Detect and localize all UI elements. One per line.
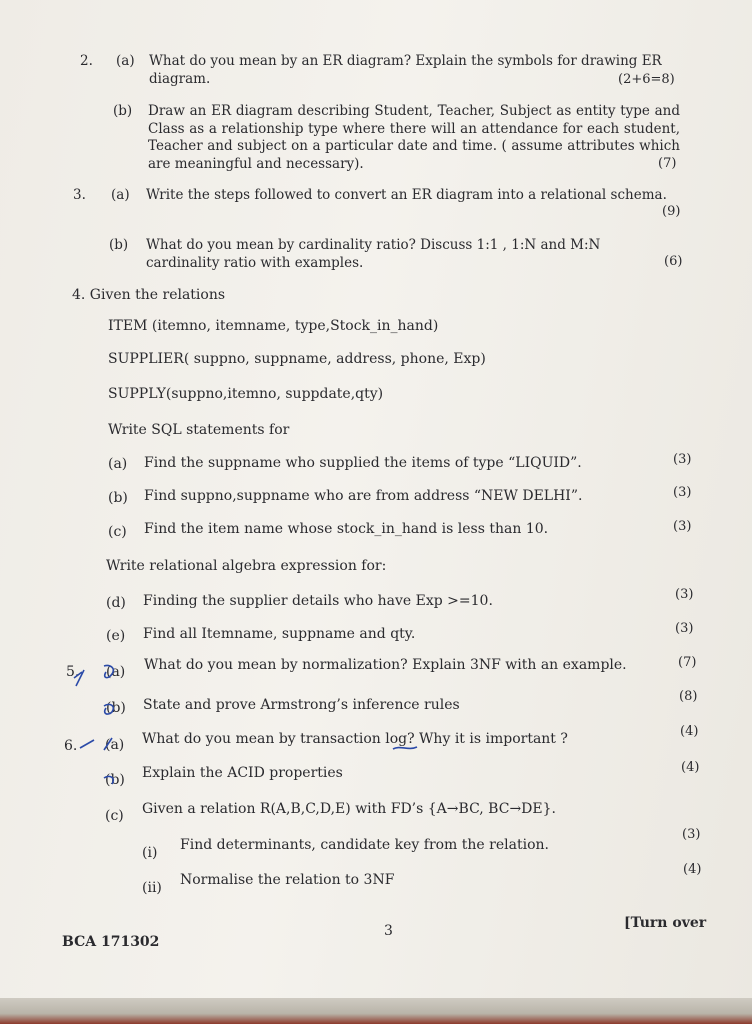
q5a-label: (a)	[106, 664, 126, 680]
q4b-text: Find suppno,suppname who are from address “NEW DELHI”.	[144, 488, 583, 504]
q6cii-marks: (4)	[683, 862, 702, 877]
q2a-line1: What do you mean by an ER diagram? Explain the symbols for drawing ER	[149, 53, 662, 69]
q2a-label: (a)	[116, 53, 135, 69]
q4e-text: Find all Itemname, suppname and qty.	[143, 626, 416, 642]
q6c-text: Given a relation R(A,B,C,D,E) with FD’s {A→BC, BC→DE}.	[142, 801, 556, 817]
q6cii-label: (ii)	[142, 880, 162, 896]
q4c-marks: (3)	[673, 519, 692, 534]
q3b-label: (b)	[109, 237, 129, 253]
q4c-label: (c)	[108, 524, 127, 540]
q6b-label: (b)	[105, 772, 125, 788]
q6ci-text: Find determinants, candidate key from the relation.	[180, 837, 549, 853]
q5a-text: What do you mean by normalization? Explain 3NF with an example.	[144, 657, 627, 673]
q4d-marks: (3)	[675, 587, 694, 602]
q2a-marks: (2+6=8)	[618, 72, 675, 87]
relation-item: ITEM (itemno, itemname, type,Stock_in_hand)	[108, 318, 439, 334]
q4d-text: Finding the supplier details who have Exp >=10.	[143, 593, 493, 609]
q6a-marks: (4)	[680, 724, 699, 739]
q6c-label: (c)	[105, 808, 124, 824]
q4b-marks: (3)	[673, 485, 692, 500]
q3-number: 3.	[73, 187, 86, 203]
q2b-marks: (7)	[658, 156, 677, 171]
ra-heading: Write relational algebra expression for:	[106, 558, 387, 574]
q6a-label: (a)	[105, 737, 125, 753]
q3b-line1: What do you mean by cardinality ratio? Discuss 1:1 , 1:N and M:N	[146, 237, 601, 253]
q3a-label: (a)	[111, 187, 130, 203]
q4b-label: (b)	[108, 490, 128, 506]
sql-heading: Write SQL statements for	[108, 422, 290, 438]
q6ci-label: (i)	[142, 845, 158, 861]
q4d-label: (d)	[106, 595, 126, 611]
turn-over: [Turn over	[624, 915, 707, 931]
q6b-marks: (4)	[681, 760, 700, 775]
q4a-marks: (3)	[673, 452, 692, 467]
pen-tick-marks-q5	[60, 660, 130, 720]
q3b-line2: cardinality ratio with examples.	[146, 255, 364, 271]
q4a-text: Find the suppname who supplied the items of type “LIQUID”.	[144, 455, 582, 471]
q6cii-text: Normalise the relation to 3NF	[180, 872, 395, 888]
q4a-label: (a)	[108, 456, 128, 472]
q5b-label: (b)	[106, 700, 126, 716]
q6ci-marks: (3)	[682, 827, 701, 842]
relation-supplier: SUPPLIER( suppno, suppname, address, phone, Exp)	[108, 351, 486, 367]
q4e-marks: (3)	[675, 621, 694, 636]
q5a-marks: (7)	[678, 655, 697, 670]
q6a-text: What do you mean by transaction log? Why it is important ?	[142, 731, 568, 747]
q5-number: 5.	[66, 664, 80, 680]
q2-number: 2.	[80, 53, 93, 69]
q3b-marks: (6)	[664, 254, 683, 269]
q6-number: 6.	[64, 738, 78, 754]
q4c-text: Find the item name whose stock_in_hand is less than 10.	[144, 521, 549, 537]
q6b-text: Explain the ACID properties	[142, 765, 343, 781]
relation-supply: SUPPLY(suppno,itemno, suppdate,qty)	[108, 386, 384, 402]
q2a-line2: diagram.	[149, 71, 211, 87]
course-code: BCA 171302	[62, 934, 160, 950]
q3a-text: Write the steps followed to convert an ER diagram into a relational schema.	[146, 187, 667, 203]
pen-underline-log	[392, 744, 418, 752]
q2b-label: (b)	[113, 103, 133, 119]
q5b-marks: (8)	[679, 689, 698, 704]
pen-tick-marks-q6	[60, 730, 130, 790]
page-number: 3	[384, 923, 393, 939]
q2b-text: Draw an ER diagram describing Student, Teacher, Subject as entity type and Class as a relationship type where there will an attendance for each student, Teacher and subject on a particular date and time. ( assume attributes which are meaningful and necessary).	[148, 103, 680, 172]
q4e-label: (e)	[106, 628, 126, 644]
q5b-text: State and prove Armstrong’s inference rules	[143, 697, 460, 713]
q3a-marks: (9)	[662, 204, 681, 219]
q4-intro: 4. Given the relations	[72, 287, 226, 303]
page-bottom-edge	[0, 998, 752, 1024]
